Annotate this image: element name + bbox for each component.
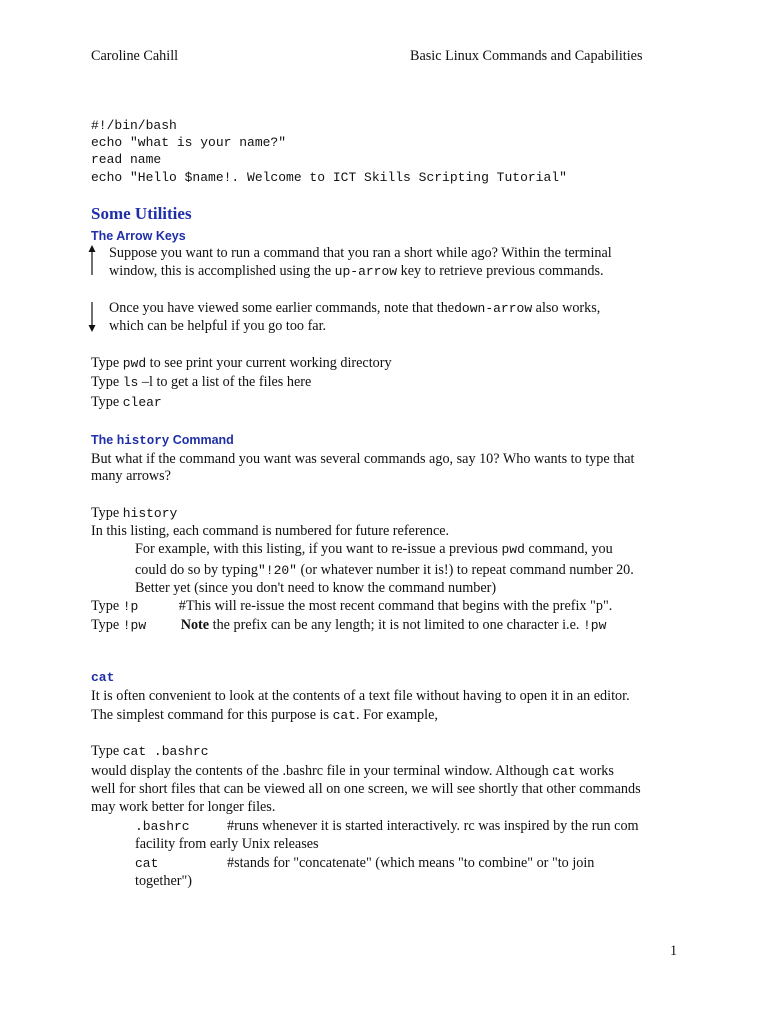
bashrc-note-line-2: facility from early Unix releases (135, 836, 319, 852)
heading-some-utilities: Some Utilities (91, 204, 192, 223)
cat-description-line-3: may work better for longer files. (91, 799, 276, 815)
type-cat-bashrc-line: Type cat .bashrc (91, 743, 209, 759)
heading-history-command: The history Command (91, 433, 234, 448)
up-arrow-icon (86, 245, 98, 277)
up-arrow-line-1: Suppose you want to run a command that you ran a short while ago? Within the terminal (109, 245, 612, 261)
type-clear-line: Type clear (91, 394, 162, 410)
script-line-1: #!/bin/bash (91, 118, 177, 133)
cat-note-line-1: cat #stands for "concatenate" (which means "to combine" or "to join (135, 855, 595, 871)
history-listing-line: In this listing, each command is numbered for future reference. (91, 523, 450, 539)
script-line-2: echo "what is your name?" (91, 135, 287, 150)
script-line-3: read name (91, 152, 162, 167)
cat-description-line-2: well for short files that can be viewed all on one screen, we will see shortly that other commands (91, 781, 641, 797)
cat-paragraph-line-1: It is often convenient to look at the contents of a text file without having to open it in an editor. (91, 688, 630, 704)
history-example-line-2: could do so by typing"!20" (or whatever number it is!) to repeat command number 20. (135, 562, 634, 578)
up-arrow-line-2: window, this is accomplished using the up-arrow key to retrieve previous commands. (109, 263, 604, 279)
header-author: Caroline Cahill (91, 48, 179, 64)
script-line-4: echo "Hello $name!. Welcome to ICT Skills Scripting Tutorial" (91, 170, 567, 185)
heading-cat: cat (91, 670, 115, 685)
page-number: 1 (670, 943, 678, 959)
cat-description-line-1: would display the contents of the .bashrc file in your terminal window. Although cat works (91, 763, 614, 779)
down-arrow-line-2: which can be helpful if you go too far. (109, 318, 327, 334)
type-ls-line: Type ls –l to get a list of the files here (91, 374, 312, 390)
heading-arrow-keys: The Arrow Keys (91, 229, 186, 243)
history-example-line-1: For example, with this listing, if you want to re-issue a previous pwd command, you (135, 541, 613, 557)
header-title: Basic Linux Commands and Capabilities (410, 48, 643, 64)
type-history-line: Type history (91, 505, 178, 521)
bashrc-note-line-1: .bashrc #runs whenever it is started interactively. rc was inspired by the run com (135, 818, 639, 834)
history-paragraph-line-2: many arrows? (91, 468, 171, 484)
history-example-line-3: Better yet (since you don't need to know the command number) (135, 580, 497, 596)
type-pwd-line: Type pwd to see print your current working directory (91, 355, 392, 371)
cat-note-line-2: together") (135, 873, 192, 889)
cat-paragraph-line-2: The simplest command for this purpose is cat. For example, (91, 707, 438, 723)
down-arrow-line-1: Once you have viewed some earlier commands, note that thedown-arrow also works, (109, 300, 601, 316)
down-arrow-icon (86, 300, 98, 332)
type-bang-pw-line: Type !pw Note the prefix can be any length; it is not limited to one character i.e. !pw (91, 617, 607, 633)
type-bang-p-line: Type !p #This will re-issue the most recent command that begins with the prefix "p". (91, 598, 613, 614)
history-paragraph-line-1: But what if the command you want was several commands ago, say 10? Who wants to type that (91, 451, 635, 467)
